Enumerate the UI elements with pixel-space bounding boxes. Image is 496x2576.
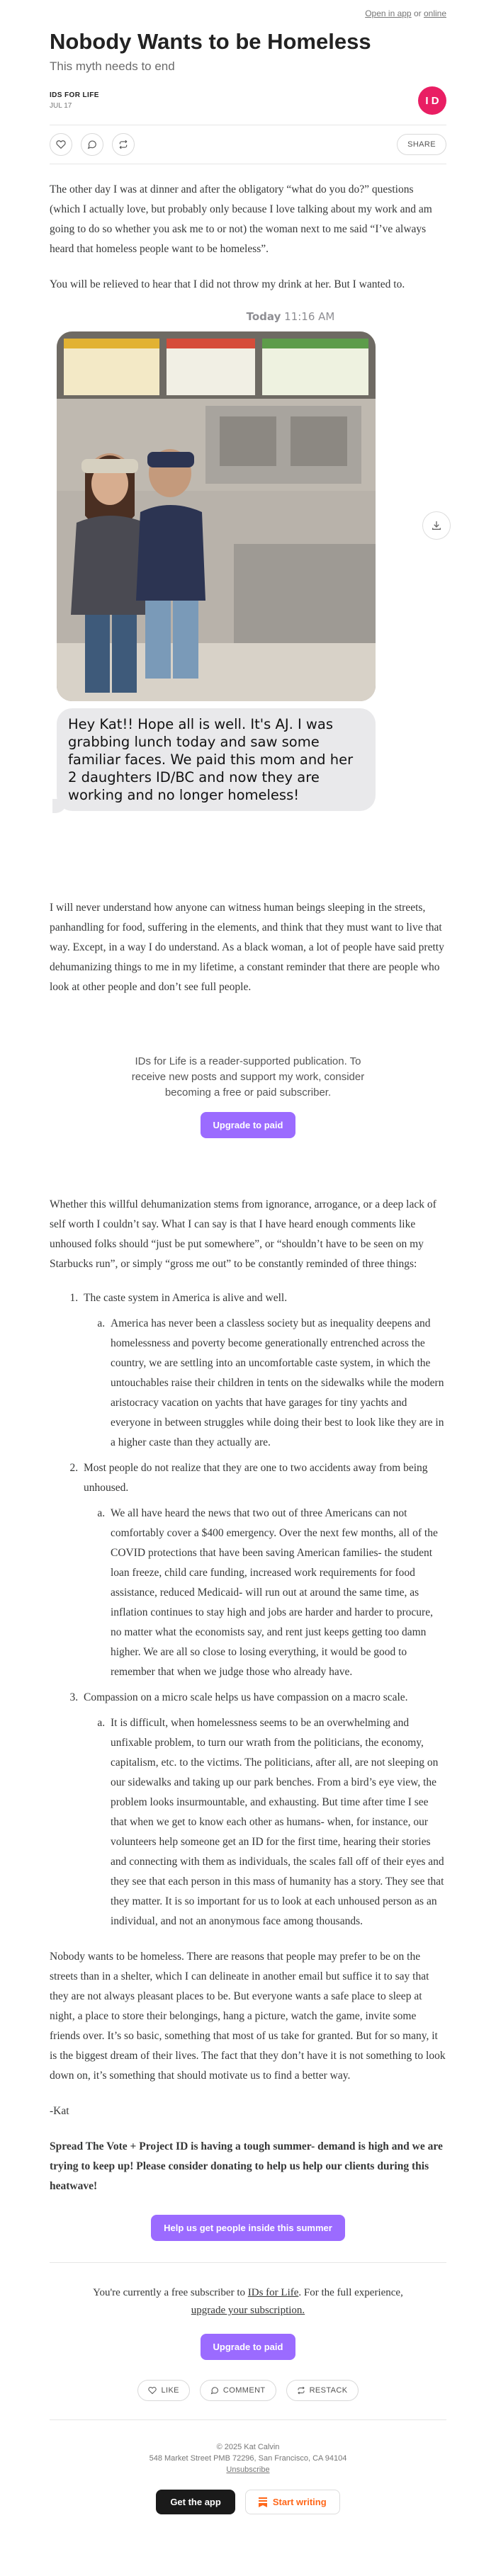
subscribe-promo <box>50 1054 446 1138</box>
start-writing-button[interactable] <box>245 2490 340 2514</box>
post-title[interactable]: Nobody Wants to be Homeless <box>50 29 371 54</box>
subscription-suffix: . For the full experience, <box>298 2287 403 2298</box>
avatar[interactable]: I D <box>418 86 446 115</box>
list-subitem: a. It is difficult, when homelessness seems to be an overwhelming and unfixable problem, to turn our wrath from the politicians, the economy, capitalism, etc. to the victims. The politicians, after all, are not sleeping on our sidewalks and taking up our park benches. From a bird’s eye view, the problem looks insurmountable, and exhausting. But time after time I see that when we get to know each other as humans- when, for instance, our volunteers help someone get an ID for the first time, hearing their stories and connecting with them as individuals, the scales fall off of their eyes and they see that each person in this mass of humanity has a story. They see that they matter. It is so important for us to look at each unhoused person as an individual, and not an anonymous face among thousands. <box>108 1713 446 1931</box>
list-subitem: a. America has never been a classless society but as inequality deepens and homelessness and poverty become generationally entrenched across the country, we are settling into an uncomfortable caste system, in which the untouchables raise their children in tents on the sidewalks while the modern aristocracy vacation on yachts that have garages for tiny yachts and everyone in between struggles while doing their best to look like they are in a higher caste than they actually are. <box>108 1314 446 1453</box>
comment-icon <box>210 2386 219 2395</box>
embedded-image[interactable] <box>50 310 446 877</box>
list-item <box>81 1458 446 1682</box>
post-date: JUL 17 <box>50 102 72 110</box>
subscription-prefix: You're currently a free subscriber to <box>93 2287 248 2298</box>
comment-icon <box>87 140 97 149</box>
subscription-status <box>50 2284 446 2320</box>
comment-label: COMMENT <box>222 2386 266 2395</box>
list-item <box>81 1688 446 1931</box>
footer-address: 548 Market Street PMB 72296, San Francisco, CA 94104 <box>149 2454 347 2463</box>
intro-paragraph-2: You will be relieved to hear that I did not throw my drink at her. But I wanted to. <box>50 278 405 290</box>
timestamp-day: Today <box>246 310 281 323</box>
action-bar <box>50 125 446 164</box>
like-pill-button[interactable] <box>137 2380 189 2401</box>
like-label: LIKE <box>161 2386 179 2395</box>
publication-link[interactable]: IDs for Life <box>247 2287 299 2298</box>
list-item-text: The caste system in America is alive and well. <box>84 1292 288 1304</box>
message-bubble: Hey Kat!! Hope all is well. It's AJ. I was grabbing lunch today and saw some familiar faces. We paid this mom and her 2 daughters ID/BC and now they are working and no longer homeless! <box>57 708 376 811</box>
promo-text: IDs for Life is a reader-supported publication. To receive new posts and support my work, consider becoming a free or paid subscriber. <box>131 1055 365 1099</box>
heart-icon <box>56 140 66 149</box>
signoff: -Kat <box>50 2105 69 2117</box>
open-in-app-link[interactable]: Open in app <box>365 8 412 18</box>
list-item-text: Compassion on a micro scale helps us have compassion on a macro scale. <box>84 1691 408 1703</box>
restack-icon <box>118 140 128 149</box>
donate-button[interactable]: Help us get people inside this summer <box>151 2215 345 2241</box>
topbar-or: or <box>413 8 422 18</box>
post-subtitle: This myth needs to end <box>50 59 175 73</box>
comment-button[interactable] <box>81 133 103 156</box>
upgrade-to-paid-button-bottom[interactable]: Upgrade to paid <box>201 2334 296 2360</box>
upgrade-to-paid-button[interactable]: Upgrade to paid <box>201 1112 296 1138</box>
paragraph-5: Nobody wants to be homeless. There are reasons that people may prefer to be on the streets than in a shelter, which I can delineate in another email but suffice it to say that they are not always pleasant places to be. But everyone wants a safe place to sleep at night, a place to store their belongings, hang a picture, watch the game, invite some friends over. It’s so basic, something that most of us take for granted. But for so many, it is the biggest dream of their lives. The fact that they don’t have it is not something to look down on, it’s something that should motivate us to find a better way. <box>50 1951 446 2082</box>
heart-icon <box>148 2386 157 2395</box>
download-image-button[interactable] <box>422 511 451 540</box>
byline <box>50 86 446 115</box>
share-button[interactable]: SHARE <box>397 134 446 155</box>
online-link[interactable]: online <box>423 8 446 18</box>
paragraph-3: I will never understand how anyone can witness human beings sleeping in the streets, panhandling for food, suffering in the elements, and think that they must want to live that way. Except, in a way I do understand. As a black woman, a lot of people have said pretty dehumanizing things to me in my lifetime, a constant reminder that there are people who look at other people and don’t see full people. <box>50 902 444 993</box>
restack-pill-button[interactable] <box>286 2380 359 2401</box>
get-the-app-button[interactable]: Get the app <box>156 2490 235 2514</box>
start-writing-label: Start writing <box>272 2497 327 2507</box>
list-subitem: a. We all have heard the news that two out of three Americans can not comfortably cover a $400 emergency. Over the next few months, all of the COVID protections that have been saving American families- the student loan freeze, child care funding, increased work requirements for food assistance, reduced Medicaid- will run out at around the same time, as inflation continues to stay high and jobs are harder and harder to procure, no matter what the economists say, and rent just keeps getting too damn higher. We are all so close to losing everything, it would be good to remember that when we judge those who already have. <box>108 1504 446 1682</box>
intro-paragraph-1: The other day I was at dinner and after the obligatory “what do you do?” questions (which I actually love, but probably only because I love talking about my work and am going to do so whether you ask me to or not) the woman next to me said “I’ve always heard that homeless people want to be homeless”. <box>50 183 432 255</box>
restack-icon <box>297 2386 305 2395</box>
comment-pill-button[interactable] <box>200 2380 276 2401</box>
divider <box>50 2262 446 2263</box>
restack-button[interactable] <box>112 133 135 156</box>
list-item-text: Most people do not realize that they are one to two accidents away from being unhoused. <box>84 1462 428 1494</box>
three-things-list <box>50 1288 446 1931</box>
appeal-text: Spread The Vote + Project ID is having a tough summer- demand is high and we are trying to keep up! Please consider donating to help us help our clients during this heatwave! <box>50 2140 443 2192</box>
download-icon <box>431 520 442 531</box>
topbar <box>0 0 496 20</box>
substack-logo-icon <box>259 2497 267 2507</box>
photo-illustration <box>57 331 376 701</box>
message-timestamp <box>50 310 446 323</box>
bottom-action-bar <box>50 2380 446 2401</box>
footer-copyright: © 2025 Kat Calvin <box>216 2443 280 2451</box>
message-photo <box>57 331 376 701</box>
upgrade-subscription-link[interactable]: upgrade your subscription. <box>191 2305 305 2316</box>
divider <box>50 2419 446 2420</box>
unsubscribe-link[interactable]: Unsubscribe <box>226 2466 270 2474</box>
like-button[interactable] <box>50 133 72 156</box>
footer <box>50 2441 446 2475</box>
restack-label: RESTACK <box>309 2386 348 2395</box>
timestamp-time: 11:16 AM <box>284 310 335 323</box>
publication-name[interactable]: IDS FOR LIFE <box>50 91 99 99</box>
list-item <box>81 1288 446 1453</box>
footer-buttons <box>50 2490 446 2514</box>
paragraph-4: Whether this willful dehumanization stems from ignorance, arrogance, or a deep lack of self worth I couldn’t say. What I can say is that I have heard enough comments like unhoused folks should “just be put somewhere”, or “shouldn’t have to be seen on my Starbucks run”, or simply “gross me out” to be constantly reminded of three things: <box>50 1198 436 1270</box>
